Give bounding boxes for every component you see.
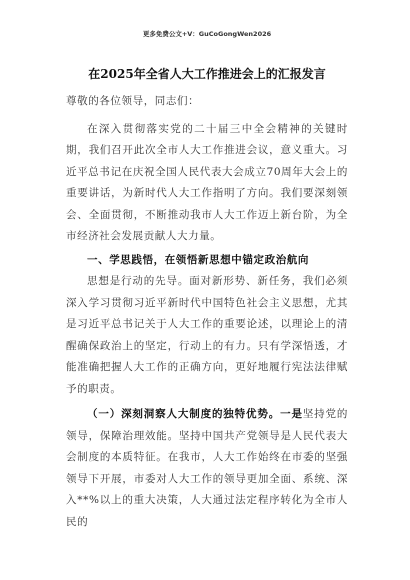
- header-note: 更多免费公文+V：GuCoGongWen2026: [142, 30, 272, 38]
- document-title: 在2025年全省人大工作推进会上的汇报发言: [88, 67, 326, 81]
- subsection-heading: （一）深刻洞察人大制度的独特优势。一是: [87, 408, 303, 420]
- section-body-paragraph: 思想是行动的先导。面对新形势、新任务，我们必须深入学习贯彻习近平新时代中国特色社会主义思想，尤其是习近平总书记关于人大工作的重要论述，以理论上的清醒确保政治上的坚定，行动上的有力。只有学深悟透，才能准确把握人大工作的正确方向，更好地履行宪法法律赋予的职责。: [66, 275, 348, 395]
- subsection-paragraph: [66, 404, 348, 533]
- intro-paragraph: 在深入贯彻落实党的二十届三中全会精神的关键时期，我们召开此次全市人大工作推进会议，意义重大。习近平总书记在庆祝全国人民代表大会成立70周年大会上的重要讲话，为新时代人大工作指明了方向。我们要深刻领会、全面贯彻，不断推动我市人大工作迈上新台阶，为全市经济社会发展贡献人大力量。: [66, 122, 348, 242]
- subsection-text: 坚持党的领导，保障治理效能。坚持中国共产党领导是人民代表大会制度的本质特征。在我市，人大工作始终在市委的坚强领导下开展，市委对人大工作的领导更加全面、系统、深入**%以上的重大决策，人大通过法定程序转化为全市人民的: [66, 408, 348, 528]
- section-heading: 一、学思践悟，在领悟新思想中锚定政治航向: [87, 253, 309, 266]
- salutation: 尊敬的各位领导，同志们：: [66, 95, 200, 107]
